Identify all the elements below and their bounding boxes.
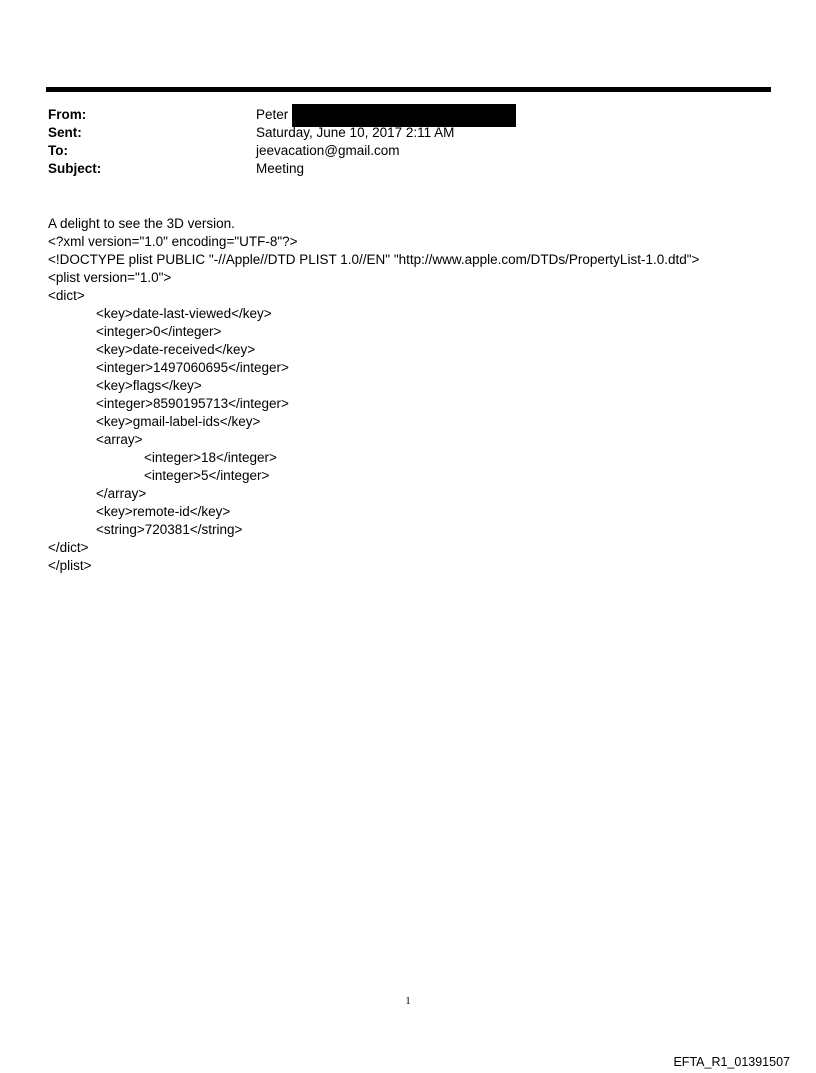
body-line: <key>flags</key> bbox=[96, 378, 202, 393]
page-number: 1 bbox=[405, 995, 411, 1007]
subject-value: Meeting bbox=[256, 161, 305, 176]
body-line: <string>720381</string> bbox=[96, 522, 243, 537]
body-line: <!DOCTYPE plist PUBLIC "-//Apple//DTD PLIST 1.0//EN" "http://www.apple.com/DTDs/PropertyList-1.0.dtd"> bbox=[48, 252, 700, 267]
body-line: <key>gmail-label-ids</key> bbox=[96, 414, 261, 429]
body-line: <plist version="1.0"> bbox=[48, 270, 172, 285]
to-row bbox=[48, 142, 748, 160]
sent-label: Sent: bbox=[48, 125, 82, 140]
body-line: <key>date-received</key> bbox=[96, 342, 256, 357]
from-name: Peter bbox=[256, 107, 289, 122]
body-line: <integer>18</integer> bbox=[144, 450, 277, 465]
body-line: <integer>0</integer> bbox=[96, 324, 222, 339]
subject-label: Subject: bbox=[48, 161, 102, 176]
from-label: From: bbox=[48, 107, 87, 122]
sent-row bbox=[48, 124, 748, 142]
document-id: EFTA_R1_01391507 bbox=[673, 1055, 790, 1069]
body-line: <dict> bbox=[48, 288, 85, 303]
from-row bbox=[48, 106, 748, 124]
body-line: <key>remote-id</key> bbox=[96, 504, 231, 519]
body-line: </dict> bbox=[48, 540, 89, 555]
header-divider-rule bbox=[46, 87, 771, 92]
body-line: <integer>5</integer> bbox=[144, 468, 270, 483]
subject-row bbox=[48, 160, 748, 178]
body-line: <integer>8590195713</integer> bbox=[96, 396, 289, 411]
body-line: </plist> bbox=[48, 558, 92, 573]
body-line: <integer>1497060695</integer> bbox=[96, 360, 289, 375]
body-line: <key>date-last-viewed</key> bbox=[96, 306, 272, 321]
body-line: </array> bbox=[96, 486, 147, 501]
body-line: <array> bbox=[96, 432, 143, 447]
sent-value: Saturday, June 10, 2017 2:11 AM bbox=[256, 125, 455, 140]
body-line: <?xml version="1.0" encoding="UTF-8"?> bbox=[48, 234, 298, 249]
body-intro: A delight to see the 3D version. bbox=[48, 216, 235, 231]
to-value: jeevacation@gmail.com bbox=[256, 143, 400, 158]
to-label: To: bbox=[48, 143, 68, 158]
email-body bbox=[48, 215, 788, 575]
email-header bbox=[48, 106, 748, 178]
